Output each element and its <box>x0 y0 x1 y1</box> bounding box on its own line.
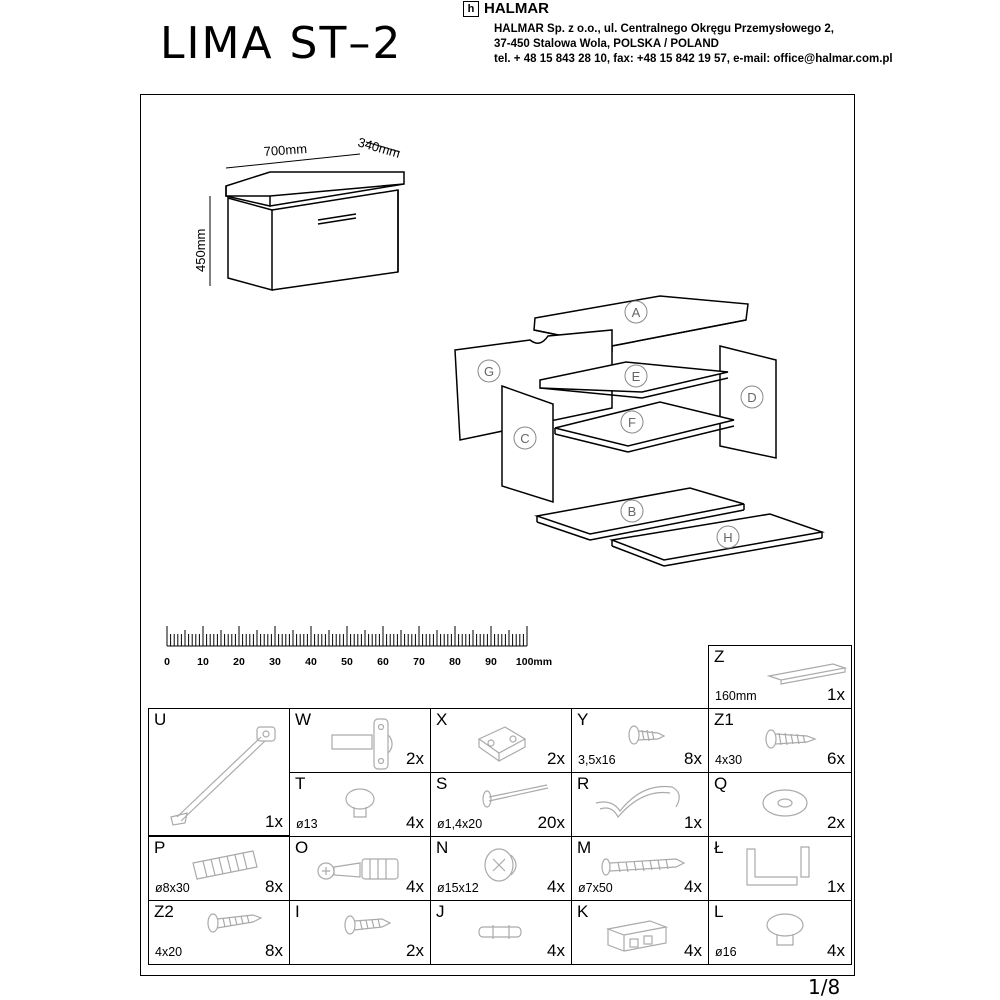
part-spec: 4x20 <box>155 945 183 959</box>
part-letter: U <box>154 710 167 729</box>
ruler-label-40: 40 <box>305 656 317 668</box>
part-cell-z2 <box>148 900 290 965</box>
part-qty: 1x <box>827 877 845 896</box>
dimension-depth: 340mm <box>356 134 402 161</box>
part-qty: 2x <box>406 941 424 960</box>
ruler-label-60: 60 <box>377 656 389 668</box>
part-cell-y <box>571 708 709 773</box>
part-cell-z1 <box>708 708 852 773</box>
part-qty: 2x <box>547 749 565 768</box>
part-qty: 1x <box>265 812 283 831</box>
part-qty: 4x <box>684 877 702 896</box>
address-line-3: tel. + 48 15 843 28 10, fax: +48 15 842 19 57, e-mail: office@halmar.com.pl <box>494 53 893 65</box>
part-qty: 6x <box>827 749 845 768</box>
part-letter: Q <box>714 774 728 793</box>
part-letter: R <box>577 774 590 793</box>
panel-label-g: G <box>483 364 495 379</box>
ruler-label-100: 100mm <box>515 656 553 668</box>
part-cell-l-stroke <box>708 836 852 901</box>
part-letter: J <box>436 902 445 921</box>
part-letter: W <box>295 710 312 729</box>
part-qty: 8x <box>265 941 283 960</box>
part-qty: 4x <box>406 813 424 832</box>
part-qty: 4x <box>547 877 565 896</box>
address-line-2: 37-450 Stalowa Wola, POLSKA / POLAND <box>494 38 719 50</box>
part-cell-m <box>571 836 709 901</box>
address-line-1: HALMAR Sp. z o.o., ul. Centralnego Okręgu Przemysłowego 2, <box>494 23 834 35</box>
part-qty: 8x <box>684 749 702 768</box>
part-cell-i <box>289 900 431 965</box>
part-letter: Z1 <box>714 710 734 729</box>
part-letter: I <box>295 902 300 921</box>
part-letter: Ł <box>714 838 724 857</box>
part-spec: ø15x12 <box>437 881 479 895</box>
part-letter: S <box>436 774 448 793</box>
assembled-bench-drawing <box>210 142 404 290</box>
brand-name: HALMAR <box>484 0 549 17</box>
panel-label-d: D <box>747 390 757 405</box>
part-spec: ø8x30 <box>155 881 190 895</box>
part-qty: 4x <box>547 941 565 960</box>
part-letter: Z2 <box>154 902 174 921</box>
part-qty: 1x <box>684 813 702 832</box>
part-cell-r <box>571 772 709 837</box>
part-qty: 4x <box>406 877 424 896</box>
panel-label-b: B <box>627 504 637 519</box>
brand-logo: h <box>463 1 479 17</box>
part-letter: L <box>714 902 724 921</box>
part-cell-l <box>708 900 852 965</box>
panel-label-a: A <box>631 305 641 320</box>
part-qty: 2x <box>827 813 845 832</box>
panel-label-f: F <box>628 415 636 430</box>
dimension-height: 450mm <box>193 228 208 272</box>
ruler-label-30: 30 <box>269 656 281 668</box>
part-cell-s <box>430 772 572 837</box>
ruler-label-50: 50 <box>341 656 353 668</box>
part-cell-k <box>571 900 709 965</box>
part-qty: 2x <box>406 749 424 768</box>
ruler-label-0: 0 <box>164 656 170 668</box>
dimension-width: 700mm <box>263 141 308 159</box>
panel-label-c: C <box>520 431 530 446</box>
part-cell-w <box>289 708 431 773</box>
part-letter: M <box>577 838 592 857</box>
part-letter: P <box>154 838 166 857</box>
panel-label-e: E <box>631 369 641 384</box>
part-qty: 8x <box>265 877 283 896</box>
part-letter: Y <box>577 710 589 729</box>
part-spec: ø16 <box>715 945 737 959</box>
ruler-label-90: 90 <box>485 656 497 668</box>
part-spec: 3,5x16 <box>578 753 616 767</box>
part-letter: T <box>295 774 306 793</box>
part-letter: X <box>436 710 448 729</box>
part-letter: N <box>436 838 449 857</box>
part-spec: ø7x50 <box>578 881 613 895</box>
part-letter: K <box>577 902 589 921</box>
part-cell-t <box>289 772 431 837</box>
part-cell-z <box>708 645 852 709</box>
part-cell-o <box>289 836 431 901</box>
part-spec: ø13 <box>296 817 318 831</box>
part-qty: 20x <box>537 813 565 832</box>
part-cell-x <box>430 708 572 773</box>
part-spec: ø1,4x20 <box>437 817 483 831</box>
part-qty: 1x <box>827 685 845 704</box>
panel-label-h: H <box>723 530 733 545</box>
page-number: 1/8 <box>808 975 841 999</box>
scale-ruler <box>167 626 527 646</box>
part-letter: O <box>295 838 309 857</box>
ruler-label-80: 80 <box>449 656 461 668</box>
part-spec: 160mm <box>715 689 757 703</box>
ruler-label-10: 10 <box>197 656 209 668</box>
product-title: LIMA ST–2 <box>160 18 403 69</box>
part-cell-p <box>148 836 290 901</box>
part-cell-n <box>430 836 572 901</box>
part-cell-q <box>708 772 852 837</box>
ruler-label-70: 70 <box>413 656 425 668</box>
part-letter: Z <box>714 647 725 666</box>
part-cell-j <box>430 900 572 965</box>
part-spec: 4x30 <box>715 753 743 767</box>
part-qty: 4x <box>684 941 702 960</box>
part-cell-u <box>148 708 290 836</box>
ruler-label-20: 20 <box>233 656 245 668</box>
part-qty: 4x <box>827 941 845 960</box>
